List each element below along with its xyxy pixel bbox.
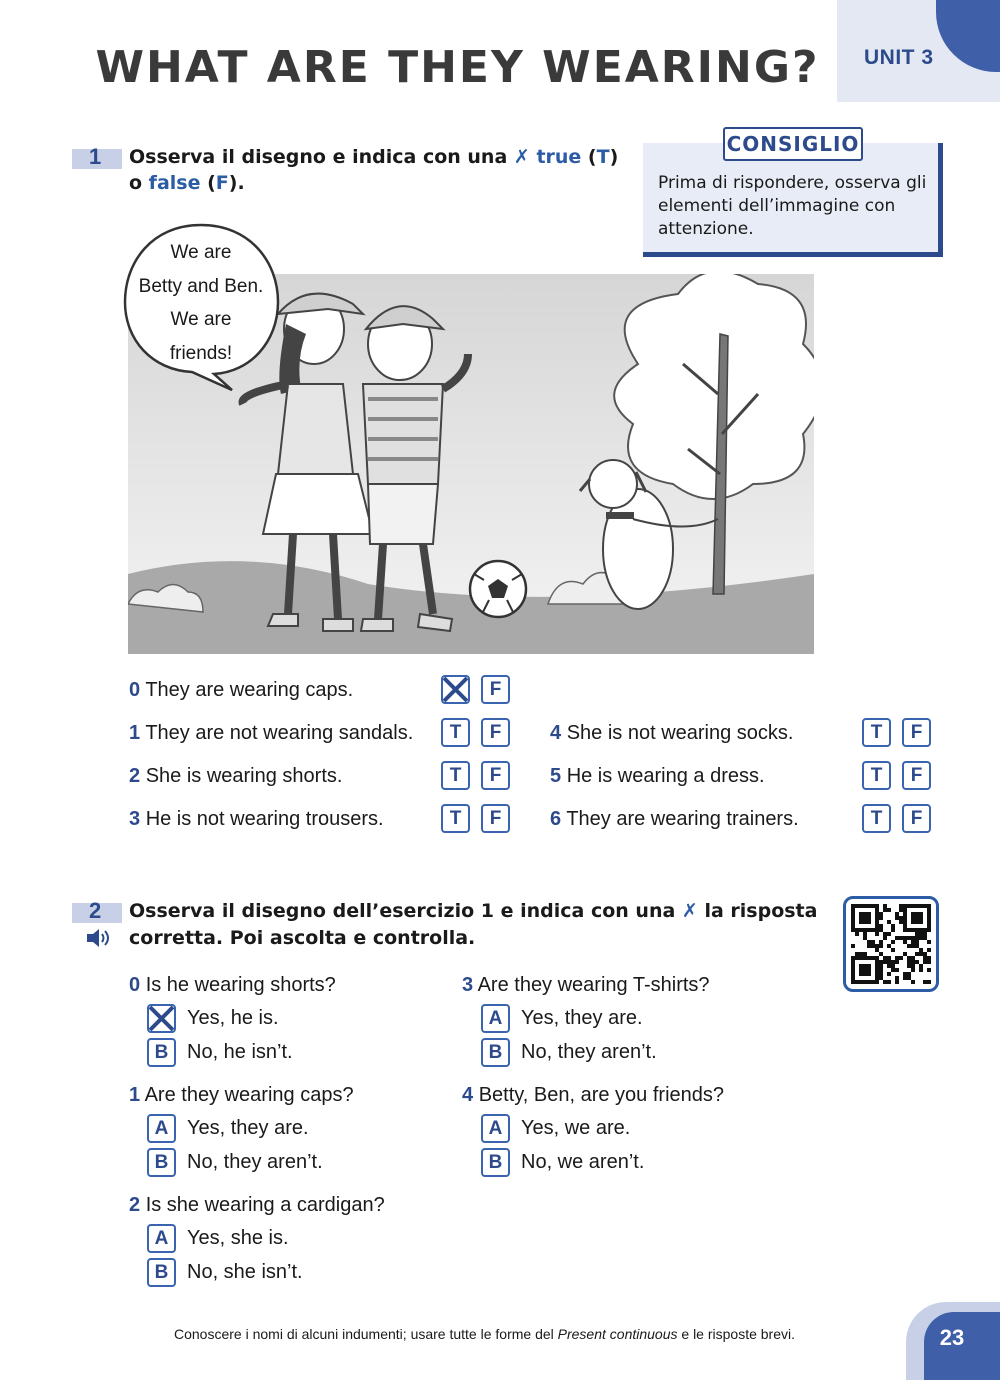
cross-mark-icon: ✗ xyxy=(513,146,530,168)
option-a-box[interactable]: A xyxy=(147,1114,176,1143)
false-box[interactable]: F xyxy=(481,804,510,833)
true-box[interactable]: T xyxy=(441,804,470,833)
statement-5: 5 He is wearing a dress. xyxy=(550,765,765,787)
exercise-number: 1 xyxy=(89,144,102,169)
tip-label: CONSIGLIO xyxy=(723,127,863,161)
exercise-1-instruction-line2: o false (F). xyxy=(129,172,245,194)
false-box[interactable]: F xyxy=(902,761,931,790)
option-b-text: No, we aren’t. xyxy=(521,1151,645,1173)
false-box[interactable]: F xyxy=(902,804,931,833)
page-number: 23 xyxy=(939,1325,965,1350)
option-a-text: Yes, they are. xyxy=(187,1117,309,1139)
option-b-box[interactable]: B xyxy=(481,1148,510,1177)
option-a-box[interactable]: A xyxy=(481,1004,510,1033)
true-box[interactable]: T xyxy=(441,761,470,790)
cross-mark-icon: ✗ xyxy=(681,900,698,922)
option-a-text: Yes, they are. xyxy=(521,1007,643,1029)
option-b-box[interactable]: B xyxy=(147,1148,176,1177)
false-box[interactable]: F xyxy=(481,761,510,790)
statement-0: 0 They are wearing caps. xyxy=(129,679,354,701)
speaker-icon[interactable] xyxy=(85,926,111,950)
exercise-number: 2 xyxy=(89,898,102,923)
true-box[interactable]: T xyxy=(862,761,891,790)
tip-text: Prima di rispondere, osserva gli elementi dell’immagine con attenzione. xyxy=(658,173,927,239)
option-b-box[interactable]: B xyxy=(147,1038,176,1067)
true-box[interactable]: T xyxy=(441,718,470,747)
statement-6: 6 They are wearing trainers. xyxy=(550,808,799,830)
option-a-box-checked[interactable] xyxy=(147,1004,176,1033)
option-b-text: No, he isn’t. xyxy=(187,1041,293,1063)
question-0: 0 Is he wearing shorts? xyxy=(129,974,336,996)
false-box[interactable]: F xyxy=(481,675,510,704)
cross-mark-icon xyxy=(441,675,470,704)
page-title: WHAT ARE THEY WEARING? xyxy=(95,42,820,93)
option-b-text: No, they aren’t. xyxy=(187,1151,323,1173)
qr-code-frame[interactable] xyxy=(843,896,939,992)
option-a-text: Yes, she is. xyxy=(187,1227,289,1249)
unit-tab-corner xyxy=(936,0,1000,72)
bubble-line: friends! xyxy=(169,342,233,364)
question-2: 2 Is she wearing a cardigan? xyxy=(129,1194,385,1216)
unit-label: UNIT 3 xyxy=(864,46,934,69)
question-3: 3 Are they wearing T-shirts? xyxy=(462,974,710,996)
option-a-box[interactable]: A xyxy=(481,1114,510,1143)
speech-bubble-text xyxy=(122,236,280,370)
true-box-checked[interactable] xyxy=(441,675,470,704)
footer-objectives: Conoscere i nomi di alcuni indumenti; usare tutte le forme del Present continuous e le risposte brevi. xyxy=(174,1326,795,1342)
option-b-text: No, they aren’t. xyxy=(521,1041,657,1063)
question-1: 1 Are they wearing caps? xyxy=(129,1084,354,1106)
exercise-2-instruction-line2: corretta. Poi ascolta e controlla. xyxy=(129,927,476,949)
option-b-box[interactable]: B xyxy=(147,1258,176,1287)
option-a-text: Yes, he is. xyxy=(187,1007,279,1029)
statement-4: 4 She is not wearing socks. xyxy=(550,722,794,744)
exercise-2-instruction-line1: Osserva il disegno dell’esercizio 1 e indica con una ✗ la risposta xyxy=(129,900,818,922)
true-box[interactable]: T xyxy=(862,718,891,747)
false-box[interactable]: F xyxy=(481,718,510,747)
bubble-line: We are xyxy=(170,309,232,330)
option-a-text: Yes, we are. xyxy=(521,1117,631,1139)
football xyxy=(470,561,526,617)
statement-2: 2 She is wearing shorts. xyxy=(129,765,343,787)
statement-3: 3 He is not wearing trousers. xyxy=(129,808,384,830)
bubble-line: We are xyxy=(170,242,232,263)
option-b-box[interactable]: B xyxy=(481,1038,510,1067)
option-a-box[interactable]: A xyxy=(147,1224,176,1253)
false-box[interactable]: F xyxy=(902,718,931,747)
question-4: 4 Betty, Ben, are you friends? xyxy=(462,1084,725,1106)
statement-1: 1 They are not wearing sandals. xyxy=(129,722,414,744)
cross-mark-icon xyxy=(147,1004,176,1033)
exercise-1-instruction-line1: Osserva il disegno e indica con una ✗ true (T) xyxy=(129,146,619,168)
qr-code-icon xyxy=(851,904,931,984)
true-box[interactable]: T xyxy=(862,804,891,833)
bubble-line: Betty and Ben. xyxy=(138,275,264,297)
option-b-text: No, she isn’t. xyxy=(187,1261,303,1283)
